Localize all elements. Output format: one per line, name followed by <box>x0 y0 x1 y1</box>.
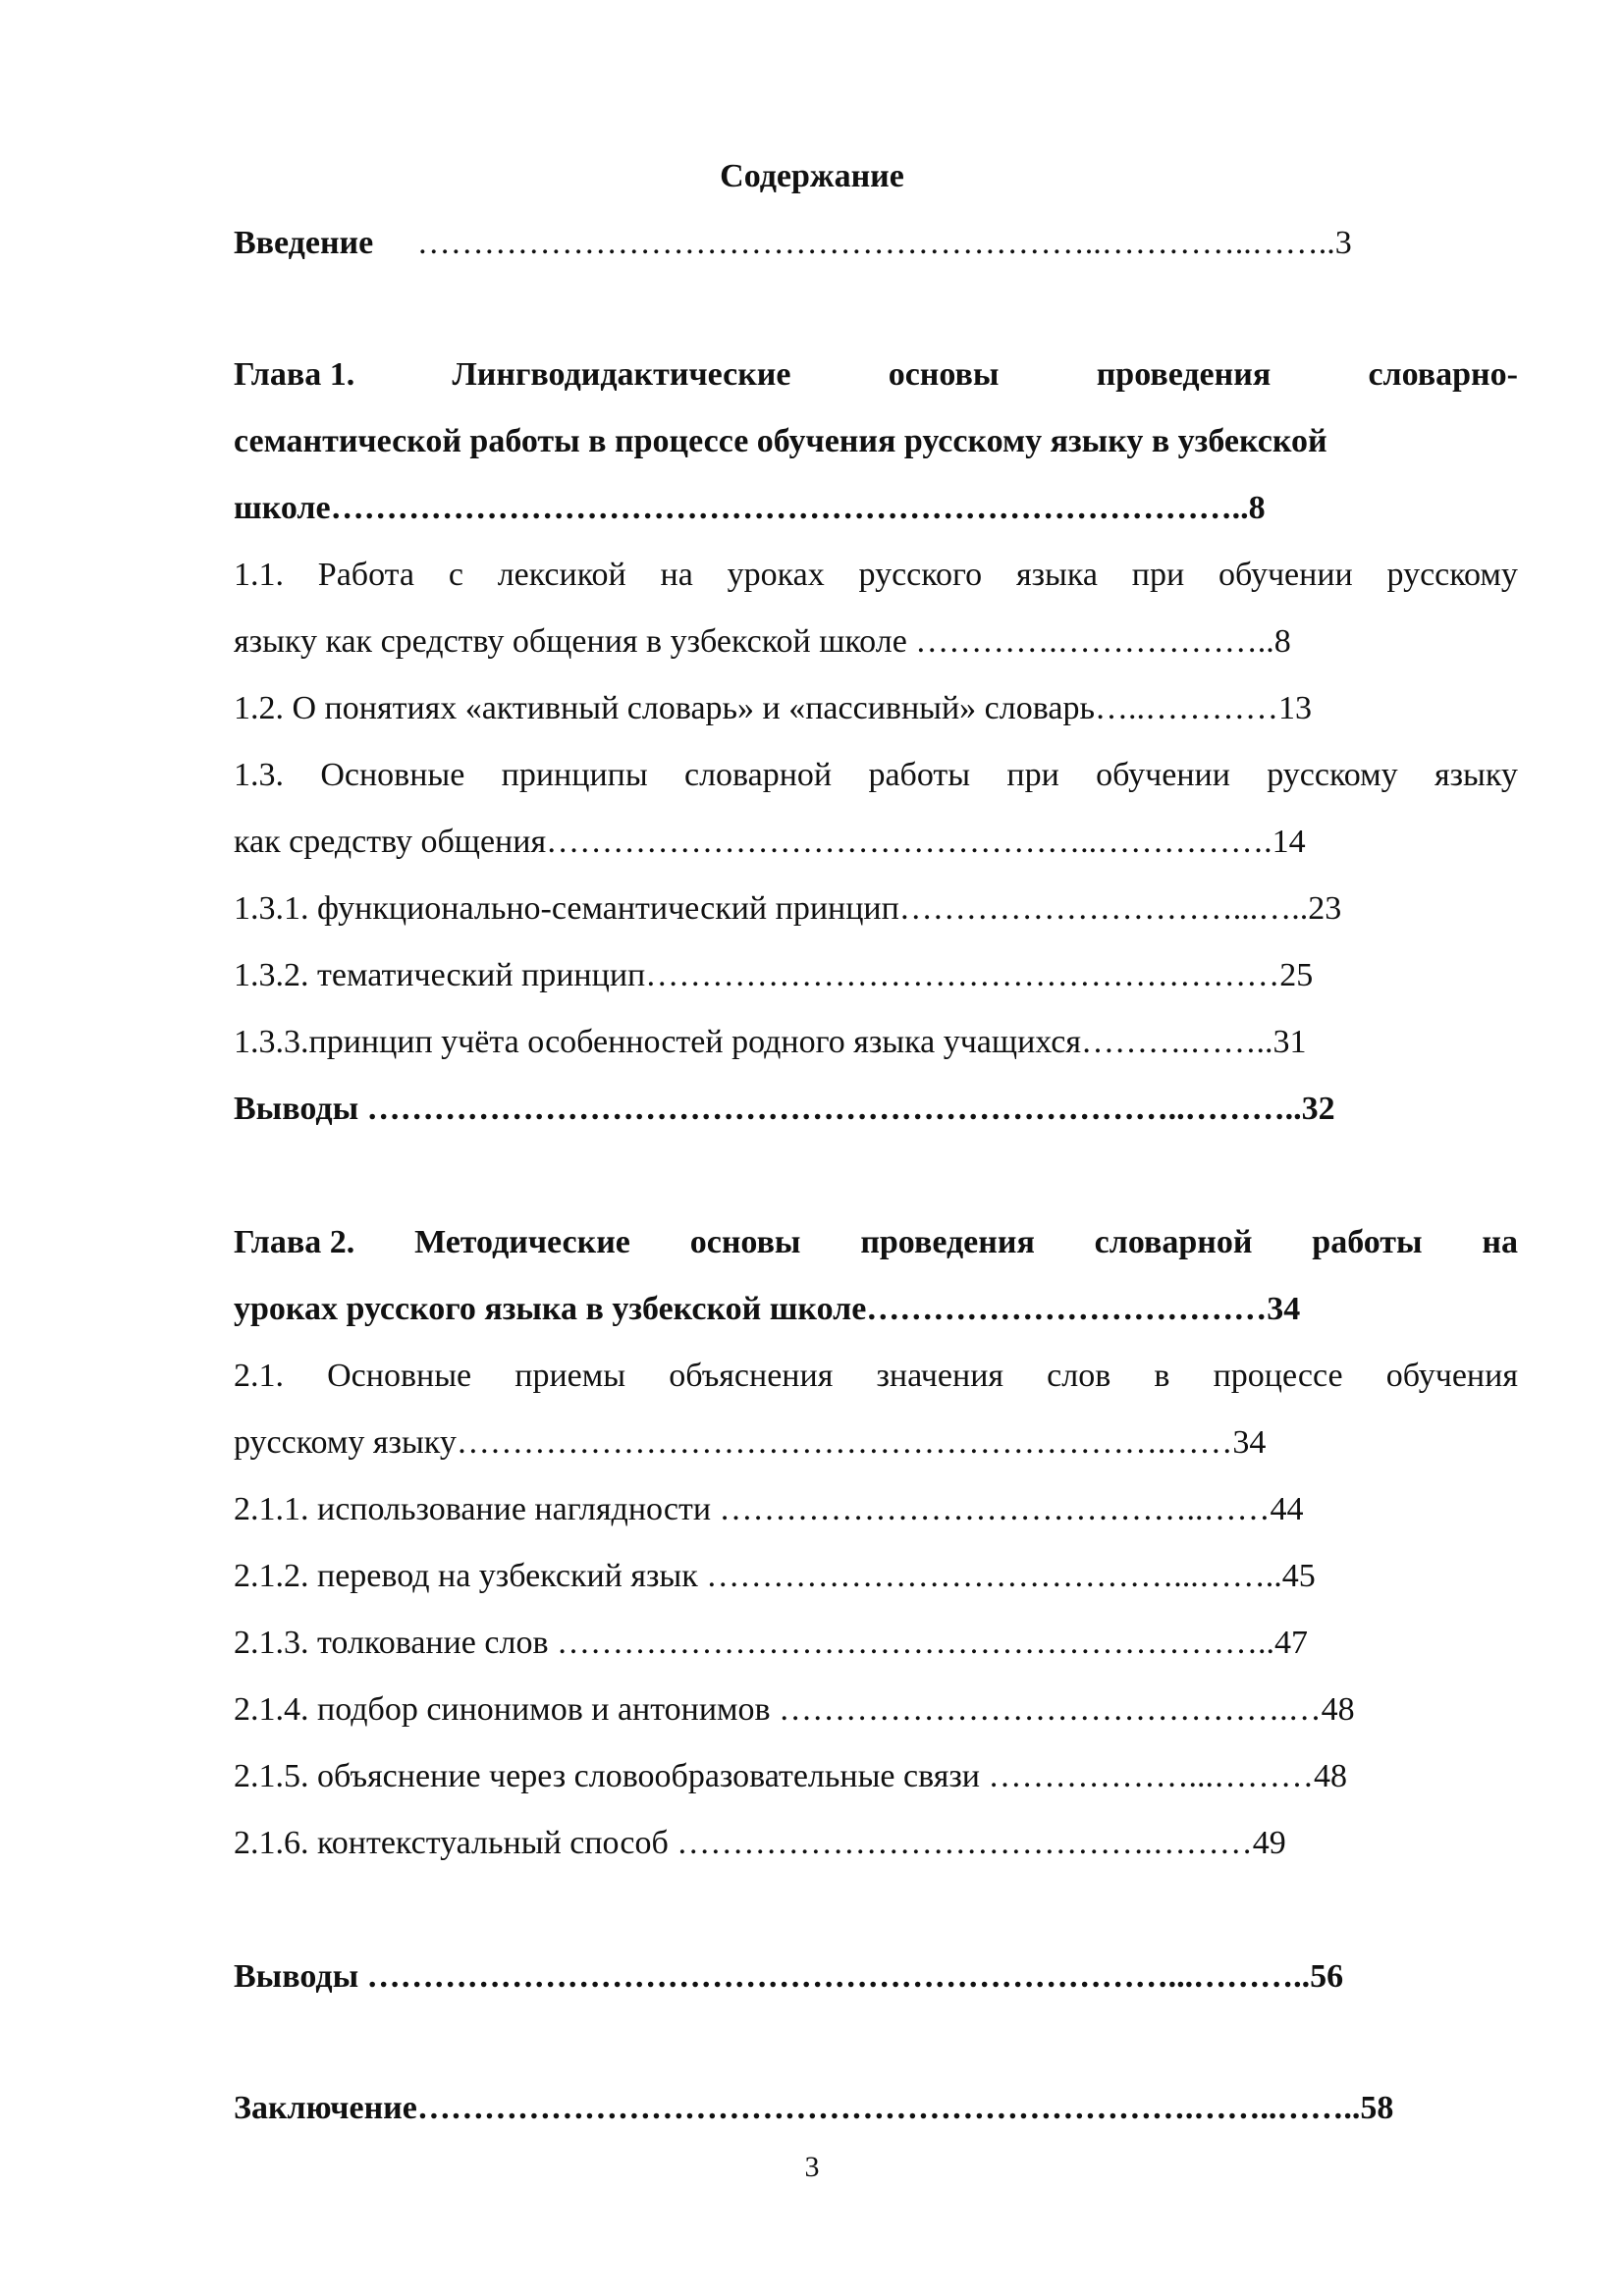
item-word: русскому <box>1386 557 1518 593</box>
toc-item-2-1-2: 2.1.2. перевод на узбекский язык ……………………………………...……..45 <box>234 1558 1316 1594</box>
heading-word: Методические <box>414 1224 630 1260</box>
item-word: в <box>1154 1358 1170 1394</box>
toc-item-1-3-2: 1.3.2. тематический принцип…………………………………………………25 <box>234 957 1314 993</box>
item-word: с <box>448 557 463 593</box>
heading-word: Лингводидактические <box>452 356 791 393</box>
toc-item-1-2: 1.2. О понятиях «активный словарь» и «пассивный» словарь…..…………13 <box>234 690 1312 726</box>
heading-word: Глава 1. <box>234 356 355 393</box>
toc-item-2-1-3: 2.1.3. толкование слов ………………………………………………………..47 <box>234 1625 1309 1661</box>
item-word: уроках <box>727 557 825 593</box>
toc-item-1-3-1: 1.3.1. функционально-семантический принцип…………………………...…..23 <box>234 890 1342 927</box>
item-word: на <box>660 557 693 593</box>
item-word: 2.1. <box>234 1358 284 1394</box>
toc-item-2-1-line1 <box>234 1357 1518 1396</box>
heading-word: проведения <box>1096 356 1272 393</box>
toc-conclusion: Заключение…………………………………………………………….……..……..58 <box>234 2090 1394 2126</box>
toc-item-2-1-1: 2.1.1. использование наглядности ……………………………………..……44 <box>234 1491 1304 1527</box>
toc-chapter2-heading-line1 <box>234 1223 1518 1262</box>
heading-word: Глава 2. <box>234 1224 355 1260</box>
item-word: обучения <box>1385 1358 1518 1394</box>
item-word: русского <box>858 557 983 593</box>
item-word: словарной <box>683 757 833 793</box>
toc-chapter1-heading-line1 <box>234 355 1518 395</box>
item-word: процессе <box>1213 1358 1343 1394</box>
item-word: 1.3. <box>234 757 284 793</box>
item-word: языка <box>1015 557 1098 593</box>
page-title: Содержание <box>720 158 904 194</box>
item-word: Основные <box>327 1358 472 1394</box>
heading-word: основы <box>689 1224 801 1260</box>
toc-conclusions-1: Выводы ………………………………………………………………..………..32 <box>234 1091 1335 1127</box>
item-word: русскому <box>1267 757 1398 793</box>
toc-intro-label: Введение <box>234 225 374 261</box>
item-word: значения <box>876 1358 1004 1394</box>
toc-item-1-1-line2: языку как средству общения в узбекской школе ………….………………..8 <box>234 623 1291 660</box>
item-word: слов <box>1047 1358 1111 1394</box>
item-word: работы <box>868 757 971 793</box>
heading-word: проведения <box>860 1224 1035 1260</box>
page-number: 3 <box>804 2151 820 2183</box>
toc-item-2-1-6: 2.1.6. контекстуальный способ …………………………………….………49 <box>234 1825 1286 1861</box>
heading-word: основы <box>888 356 1000 393</box>
item-word: принципы <box>501 757 648 793</box>
toc-item-1-3-3: 1.3.3.принцип учёта особенностей родного языка учащихся……….……..31 <box>234 1024 1307 1060</box>
item-word: Основные <box>320 757 465 793</box>
item-word: при <box>1006 757 1059 793</box>
item-word: 1.1. <box>234 557 284 593</box>
item-word: языку <box>1434 757 1518 793</box>
item-word: обучении <box>1218 557 1353 593</box>
item-word: объяснения <box>669 1358 834 1394</box>
heading-word: на <box>1482 1224 1518 1260</box>
toc-item-2-1-line2: русскому языку……………………………………………………….……34 <box>234 1424 1267 1461</box>
toc-chapter2-heading-line2: уроках русского языка в узбекской школе………………………………34 <box>234 1291 1301 1327</box>
toc-item-2-1-5: 2.1.5. объяснение через словообразовательные связи ………………...………48 <box>234 1758 1347 1794</box>
heading-word: работы <box>1312 1224 1423 1260</box>
toc-item-1-3-line1 <box>234 756 1518 795</box>
heading-word: словарной <box>1094 1224 1253 1260</box>
item-word: приемы <box>514 1358 626 1394</box>
toc-chapter1-heading-line2: семантической работы в процессе обучения русскому языку в узбекской <box>234 423 1327 459</box>
item-word: Работа <box>317 557 415 593</box>
toc-conclusions-2: Выводы ………………………………………………………………...………..56 <box>234 1958 1344 1995</box>
toc-intro <box>234 224 1352 263</box>
item-word: лексикой <box>497 557 626 593</box>
heading-word: словарно- <box>1368 356 1518 393</box>
item-word: при <box>1131 557 1185 593</box>
toc-intro-dots: ……………………………………………………..…………..……..3 <box>416 225 1352 261</box>
item-word: обучении <box>1096 757 1230 793</box>
toc-item-2-1-4: 2.1.4. подбор синонимов и антонимов ……………………………………….…48 <box>234 1691 1355 1728</box>
toc-chapter1-heading-line3: школе………………………………………………………………………..8 <box>234 490 1266 526</box>
toc-item-1-3-line2: как средству общения…………………………………………..…………….14 <box>234 824 1306 860</box>
toc-item-1-1-line1 <box>234 556 1518 595</box>
